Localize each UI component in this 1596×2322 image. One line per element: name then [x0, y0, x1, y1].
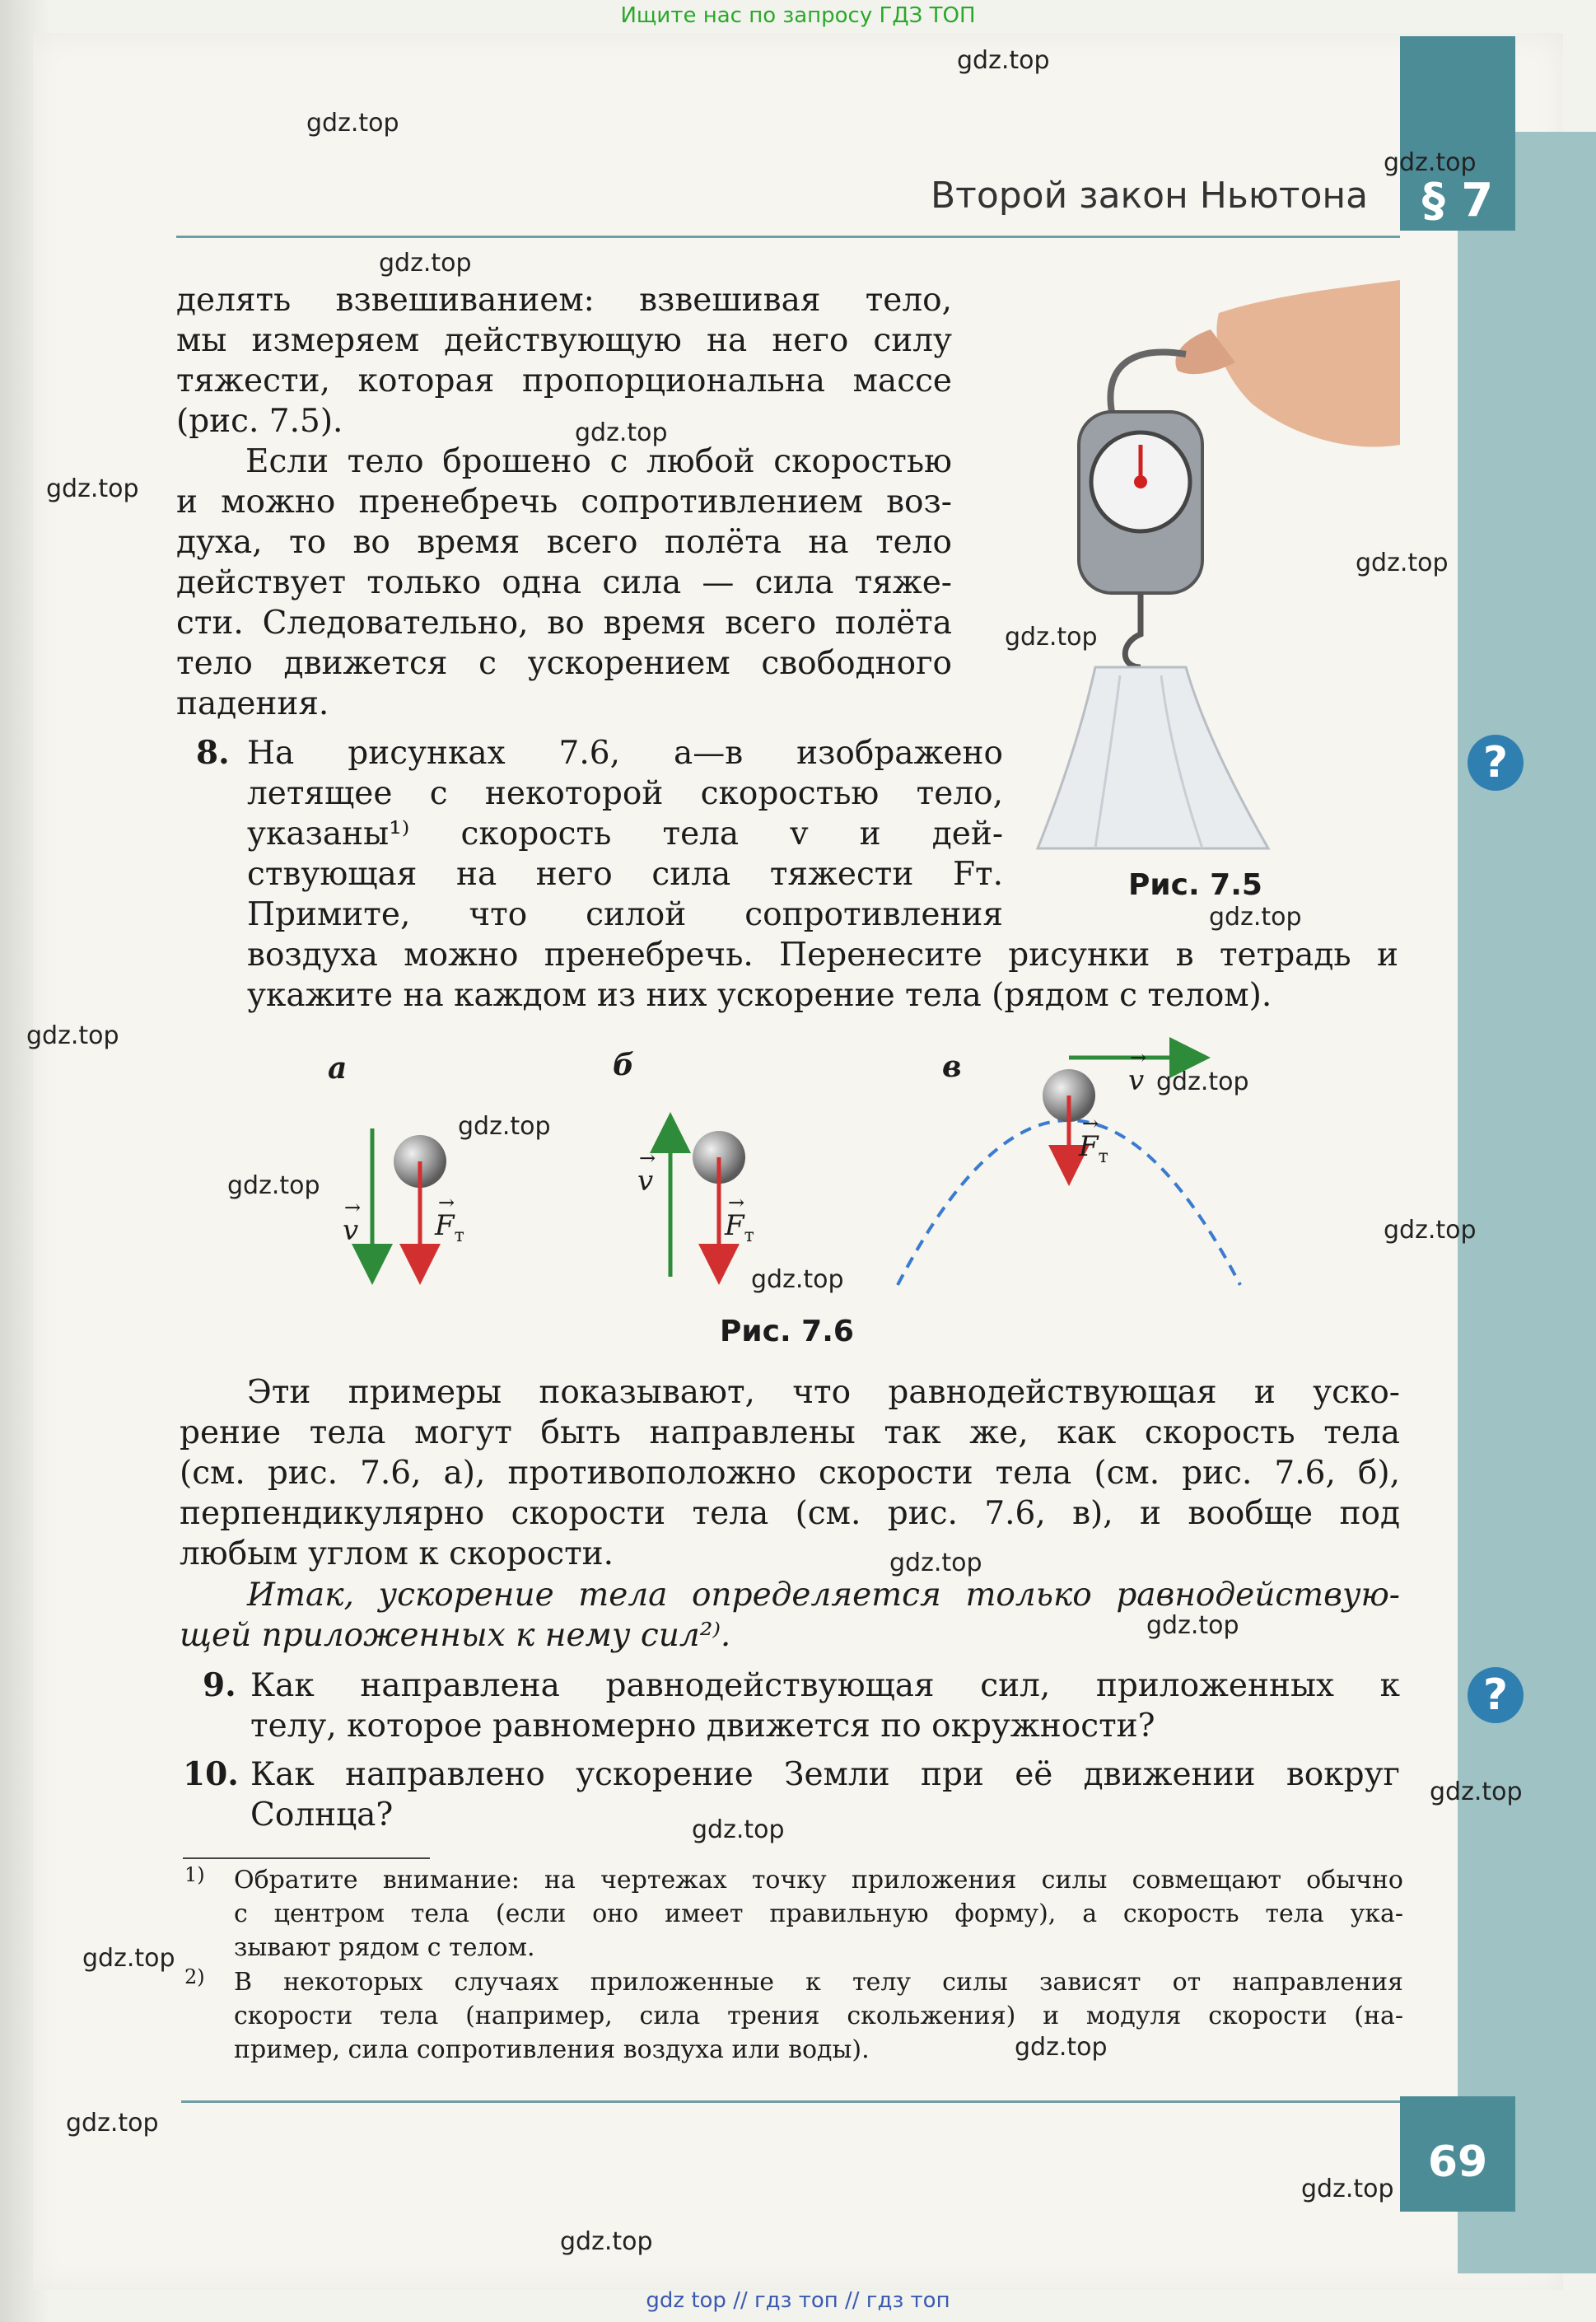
- footnote-2-marker: 2): [184, 1965, 205, 1988]
- text-line: телу, которое равномерно движется по окружности?: [250, 1708, 1155, 1745]
- watermark: gdz.top: [1005, 623, 1098, 652]
- text-line: (см. рис. 7.6, а), противоположно скорости тела (см. рис. 7.6, б),: [180, 1455, 1400, 1492]
- text-line: В некоторых случаях приложенные к телу силы зависят от направления: [234, 1968, 1403, 1997]
- figure-7-5-caption: Рис. 7.5: [1128, 868, 1262, 902]
- watermark: gdz.top: [1384, 148, 1477, 177]
- watermark: gdz.top: [227, 1171, 320, 1200]
- footer-rule: [181, 2100, 1400, 2103]
- watermark: gdz.top: [692, 1815, 785, 1844]
- figure-7-6-label-c: в: [942, 1049, 962, 1084]
- section-number: § 7: [1421, 174, 1494, 227]
- text-line: воздуха можно пренебречь. Перенесите рисунки в тетрадь и: [247, 937, 1398, 974]
- text-line: Обратите внимание: на чертежах точку приложения силы совмещают обычно: [234, 1866, 1403, 1895]
- watermark: gdz.top: [26, 1021, 119, 1050]
- watermark: gdz.top: [751, 1265, 844, 1294]
- text-line: сти. Следовательно, во время всего полёта: [176, 605, 952, 642]
- watermark: gdz.top: [575, 418, 668, 447]
- figure-7-6-label-a: а: [328, 1051, 348, 1086]
- paragraph-free-fall: [176, 442, 952, 724]
- gravity-label-a: → $F_т$: [435, 1191, 464, 1246]
- text-line: тело движется с ускорением свободного: [176, 645, 952, 682]
- text-line: Солнца?: [250, 1796, 394, 1834]
- text-line: с центром тела (если оно имеет правильную форму), а скорость тела ука-: [234, 1899, 1403, 1928]
- chapter-title: Второй закон Ньютона: [931, 175, 1369, 217]
- text-line: щей приложенных к нему сил²⁾.: [180, 1617, 731, 1654]
- text-line: мы измеряем действующую на него силу: [176, 322, 952, 359]
- text-line: Итак, ускорение тела определяется только равнодействую-: [247, 1577, 1400, 1614]
- footnote-1-marker: 1): [184, 1863, 205, 1886]
- figure-7-6-label-b: б: [613, 1048, 634, 1082]
- text-line: делять взвешиванием: взвешивая тело,: [176, 282, 952, 319]
- text-line: действует только одна сила — сила тяже-: [176, 564, 952, 601]
- footnote-1: [234, 1863, 1403, 1965]
- scale-hook-bottom: [1125, 593, 1141, 667]
- text-line: Эти примеры показывают, что равнодействующая и уско-: [247, 1374, 1400, 1411]
- text-line: ствующая на него сила тяжести Fт.: [247, 856, 1003, 893]
- question-8-number: 8.: [196, 734, 230, 772]
- watermark: gdz.top: [46, 474, 139, 503]
- plastic-bag: [1038, 667, 1268, 848]
- gravity-label-c: → $F_т$: [1079, 1112, 1108, 1167]
- figure-7-6-caption: Рис. 7.6: [720, 1315, 854, 1348]
- watermark: gdz.top: [560, 2227, 653, 2256]
- watermark: gdz.top: [1146, 1611, 1239, 1640]
- figure-7-5-scale: [1021, 280, 1400, 857]
- watermark: gdz.top: [379, 249, 472, 278]
- watermark: gdz.top: [306, 109, 399, 138]
- watermark: gdz.top: [1430, 1778, 1523, 1806]
- watermark: gdz.top: [1015, 2033, 1108, 2062]
- text-line: духа, то во время всего полёта на тело: [176, 524, 952, 561]
- watermark: gdz.top: [1209, 903, 1302, 932]
- text-line: и можно пренебречь сопротивлением воз-: [176, 484, 952, 521]
- watermark: gdz.top: [1156, 1068, 1249, 1096]
- question-10-number: 10.: [183, 1755, 239, 1793]
- page-edge-strip: [1458, 132, 1596, 2273]
- text-line: любым углом к скорости.: [180, 1535, 614, 1572]
- watermark: gdz.top: [82, 1944, 175, 1973]
- velocity-label-a: → v: [343, 1196, 362, 1247]
- watermark: gdz.top: [957, 46, 1050, 75]
- text-line: укажите на каждом из них ускорение тела (рядом с телом).: [247, 977, 1272, 1014]
- watermark: gdz.top: [1356, 549, 1449, 577]
- diagram-a: [372, 1128, 446, 1277]
- text-line: Примите, что силой сопротивления: [247, 896, 1003, 933]
- bottom-links[interactable]: gdz top // гдз топ // гдз топ: [646, 2288, 950, 2313]
- text-line: перпендикулярно скорости тела (см. рис. 7.6, в), и вообще под: [180, 1495, 1400, 1532]
- text-line: указаны¹⁾ скорость тела v и дей-: [247, 815, 1003, 853]
- paragraph-examples: [180, 1372, 1400, 1574]
- watermark: gdz.top: [1384, 1216, 1477, 1245]
- text-line: тяжести, которая пропорциональна массе: [176, 362, 952, 399]
- paragraph-weighing: [176, 280, 952, 442]
- text-line: На рисунках 7.6, а—в изображено: [247, 735, 1003, 772]
- page-number: 69: [1400, 2096, 1515, 2212]
- watermark: gdz.top: [1301, 2175, 1394, 2203]
- text-line: рение тела могут быть направлены так же, как скорость тела: [180, 1414, 1400, 1451]
- watermark: gdz.top: [458, 1112, 551, 1141]
- text-line: летящее с некоторой скоростью тело,: [247, 775, 1003, 812]
- text-line: (рис. 7.5).: [176, 403, 343, 440]
- text-line: Если тело брошено с любой скоростью: [245, 443, 952, 480]
- text-line: падения.: [176, 685, 329, 722]
- question-help-icon[interactable]: ?: [1468, 1667, 1524, 1723]
- velocity-label-c: → v: [1128, 1046, 1147, 1097]
- header-rule: [176, 236, 1400, 238]
- scale-needle-hub: [1134, 475, 1147, 488]
- top-ad-link[interactable]: Ищите нас по запросу ГДЗ ТОП: [620, 3, 976, 28]
- footnote-2: [234, 1965, 1403, 2067]
- text-line: зывают рядом с телом.: [234, 1933, 535, 1962]
- scale-hook-top: [1110, 353, 1186, 412]
- question-9-number: 9.: [203, 1666, 236, 1704]
- hand-shape: [1216, 280, 1400, 447]
- section-tab: [1400, 36, 1515, 231]
- watermark: gdz.top: [889, 1549, 982, 1577]
- text-line: Как направлено ускорение Земли при её движении вокруг: [250, 1756, 1400, 1793]
- question-help-icon[interactable]: ?: [1468, 735, 1524, 791]
- text-line: пример, сила сопротивления воздуха или воды).: [234, 2035, 870, 2064]
- gravity-label-b: → $F_т$: [725, 1191, 754, 1246]
- watermark: gdz.top: [66, 2109, 159, 2137]
- footnote-rule: [183, 1857, 430, 1859]
- text-line: скорости тела (например, сила трения скольжения) и модуля скорости (на-: [234, 2002, 1403, 2030]
- velocity-label-b: → v: [637, 1147, 656, 1198]
- text-line: Как направлена равнодействующая сил, приложенных к: [250, 1667, 1400, 1704]
